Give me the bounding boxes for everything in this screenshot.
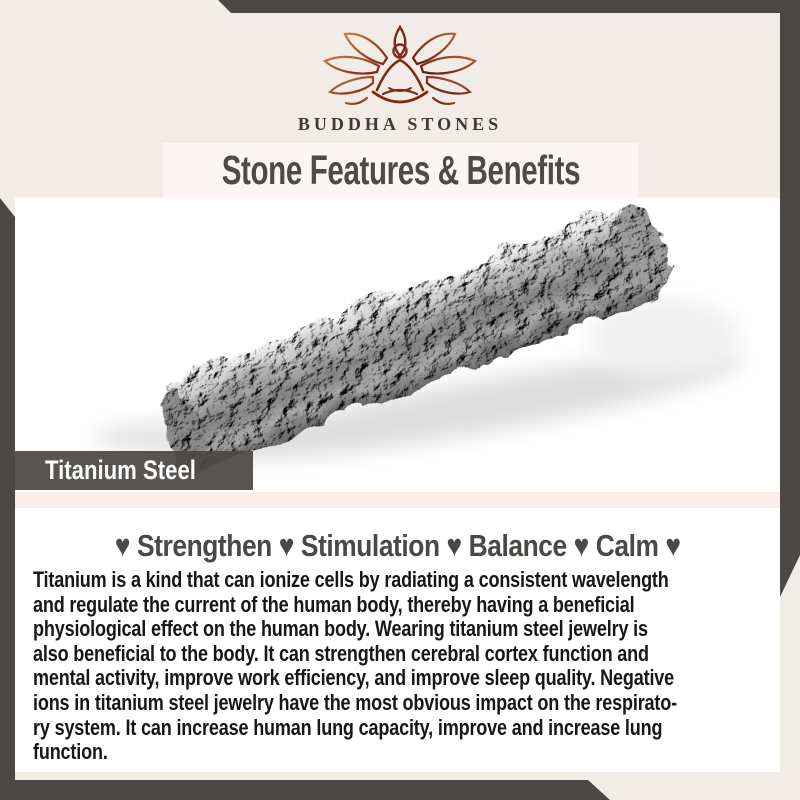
paragraph-line: mental activity, improve work efficiency, and improve sleep quality. Negative (33, 665, 675, 691)
paragraph-line: ions in titanium steel jewelry have the most obvious impact on the respirato- (33, 689, 677, 715)
page-title: Stone Features & Benefits (221, 147, 580, 193)
frame-bottom-bar (0, 780, 613, 800)
product-photo (15, 198, 780, 492)
paragraph-line: ry system. It can increase human lung capacity, improve and increase lung (33, 714, 663, 740)
lotus-meditation-icon (315, 24, 485, 112)
paragraph-line: and regulate the current of the human body, thereby having a beneficial (33, 591, 635, 617)
benefits-separator (15, 528, 780, 564)
paragraph-line: Titanium is a kind that can ionize cells by radiating a consistent wavelength (33, 567, 669, 592)
brand-logo (0, 24, 800, 117)
photo-label-text: Titanium Steel (45, 455, 196, 485)
titanium-crystal-image (15, 198, 780, 492)
frame-right-bar (780, 0, 800, 597)
benefits-paragraph (33, 568, 780, 765)
brand-name: BUDDHA STONES (297, 114, 503, 134)
photo-label-badge (15, 451, 253, 490)
frame-left-bar (0, 198, 15, 800)
paragraph-line: also beneficial to the body. It can strengthen cerebral cortex function and (33, 640, 649, 666)
benefits-separator-text: ♥ Strengthen ♥ Stimulation ♥ Balance ♥ Calm ♥ (114, 528, 681, 563)
features-title-band (163, 143, 638, 198)
paragraph-line: physiological effect on the human body. Wearing titanium steel jewelry is (33, 616, 648, 642)
divider-strip (15, 492, 780, 508)
paragraph-line: function. (33, 739, 108, 765)
content-box (15, 198, 780, 772)
frame-top-bar (215, 0, 800, 13)
